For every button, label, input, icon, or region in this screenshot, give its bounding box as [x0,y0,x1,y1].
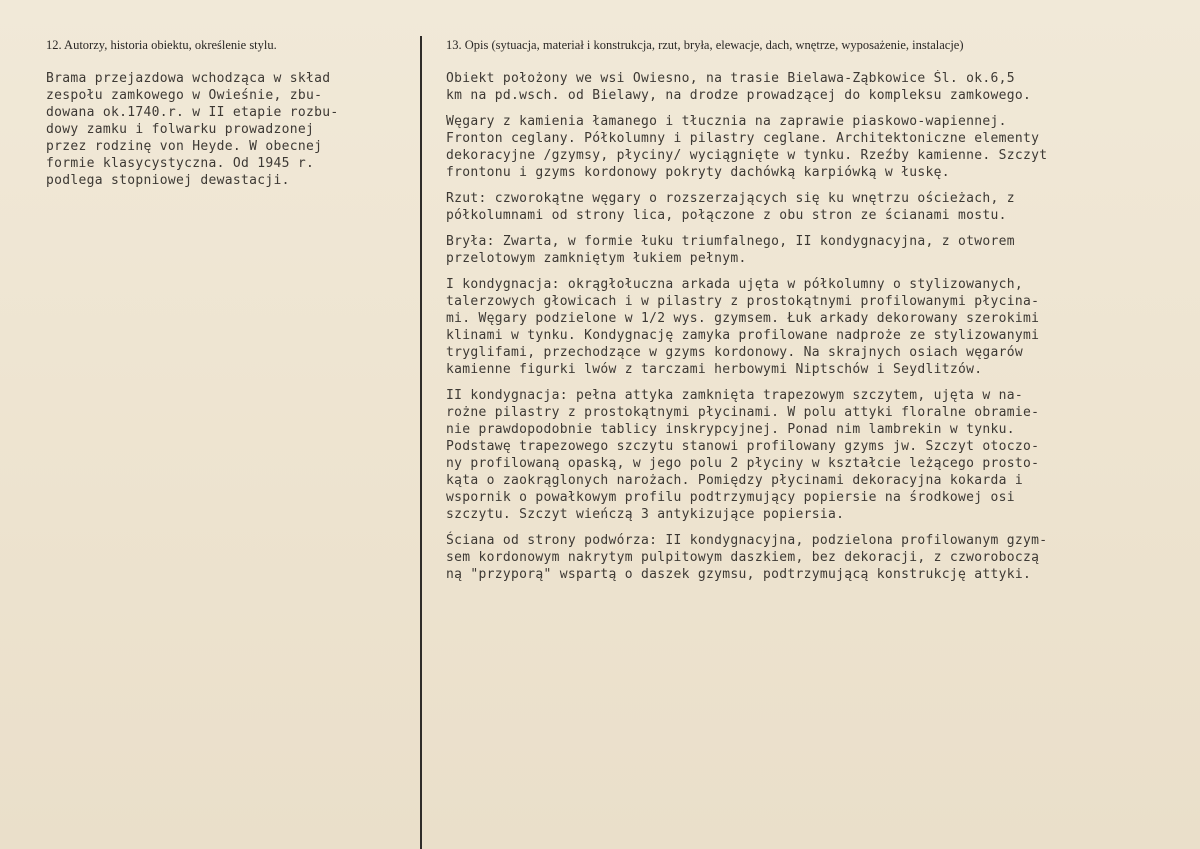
description-text-block [446,70,1198,592]
section-12-header: 12. Autorzy, historia obiektu, określenie stylu. [46,38,277,52]
description-line: rożne pilastry z prostokątnymi płycinami. W polu attyki floralne obramie- [446,405,1040,420]
description-line: talerzowych głowicach i w pilastry z prostokątnymi profilowanymi płycina- [446,294,1040,309]
description-line: ną "przyporą" wspartą o daszek gzymsu, podtrzymującą konstrukcję attyki. [446,567,1032,582]
history-text-block [46,70,416,189]
description-line: km na pd.wsch. od Bielawy, na drodze prowadzącej do kompleksu zamkowego. [446,88,1032,103]
history-line: Brama przejazdowa wchodząca w skład [46,71,331,86]
description-paragraph [446,70,1198,104]
description-line: mi. Węgary podzielone w 1/2 wys. gzymsem. Łuk arkady dekorowany szerokimi [446,311,1040,326]
description-line: Rzut: czworokątne węgary o rozszerzających się ku wnętrzu ościeżach, z [446,191,1015,206]
description-line: frontonu i gzyms kordonowy pokryty dachówką karpiówką w łuskę. [446,165,950,180]
description-line: kamienne figurki lwów z tarczami herbowymi Niptschów i Seydlitzów. [446,362,983,377]
description-line: I kondygnacja: okrągłołuczna arkada ujęta w półkolumny o stylizowanych, [446,277,1023,292]
description-line: Obiekt położony we wsi Owiesno, na trasie Bielawa-Ząbkowice Śl. ok.6,5 [446,71,1015,86]
description-line: sem kordonowym nakrytym pulpitowym daszkiem, bez dekoracji, z czworoboczą [446,550,1040,565]
description-paragraph [446,532,1198,583]
section-13-header: 13. Opis (sytuacja, materiał i konstrukcja, rzut, bryła, elewacje, dach, wnętrze, wyposażenie, instalacje) [446,38,964,52]
history-line: dowana ok.1740.r. w II etapie rozbu- [46,105,339,120]
description-line: półkolumnami od strony lica, połączone z obu stron ze ścianami mostu. [446,208,1007,223]
description-line: klinami w tynku. Kondygnację zamyka profilowane nadproże ze stylizowanymi [446,328,1040,343]
description-line: Węgary z kamienia łamanego i tłucznia na zaprawie piaskowo-wapiennej. [446,114,1007,129]
description-line: ny profilowaną opaską, w jego polu 2 płyciny w kształcie leżącego prosto- [446,456,1040,471]
description-paragraph [446,233,1198,267]
description-line: Bryła: Zwarta, w formie łuku triumfalnego, II kondygnacyjna, z otworem [446,234,1015,249]
history-line: przez rodzinę von Heyde. W obecnej [46,139,323,154]
column-divider [420,36,422,849]
description-line: tryglifami, przechodzące w gzyms kordonowy. Na skrajnych osiach węgarów [446,345,1023,360]
description-line: Podstawę trapezowego szczytu stanowi profilowany gzyms jw. Szczyt otoczo- [446,439,1040,454]
description-line: Fronton ceglany. Półkolumny i pilastry ceglane. Architektoniczne elementy [446,131,1040,146]
description-paragraph [446,276,1198,378]
description-paragraph [446,387,1198,523]
description-line: Ściana od strony podwórza: II kondygnacyjna, podzielona profilowanym gzym- [446,533,1048,548]
description-line: II kondygnacja: pełna attyka zamknięta trapezowym szczytem, ujęta w na- [446,388,1023,403]
description-paragraph [446,190,1198,224]
description-line: przelotowym zamkniętym łukiem pełnym. [446,251,747,266]
description-line: dekoracyjne /gzymsy, płyciny/ wyciągnięte w tynku. Rzeźby kamienne. Szczyt [446,148,1048,163]
history-line: dowy zamku i folwarku prowadzonej [46,122,315,137]
description-line: kąta o zaokrąglonych narożach. Pomiędzy płycinami dekoracyjna kokarda i [446,473,1023,488]
description-line: wspornik o powałkowym profilu podtrzymujący popiersie na środkowej osi [446,490,1015,505]
description-line: nie prawdopodobnie tablicy inskrypcyjnej. Ponad nim lambrekin w tynku. [446,422,1015,437]
description-line: szczytu. Szczyt wieńczą 3 antykizujące popiersia. [446,507,845,522]
history-line: zespołu zamkowego w Owieśnie, zbu- [46,88,323,103]
history-line: formie klasycystyczna. Od 1945 r. [46,156,315,171]
history-line: podlega stopniowej dewastacji. [46,173,290,188]
description-paragraph [446,113,1198,181]
